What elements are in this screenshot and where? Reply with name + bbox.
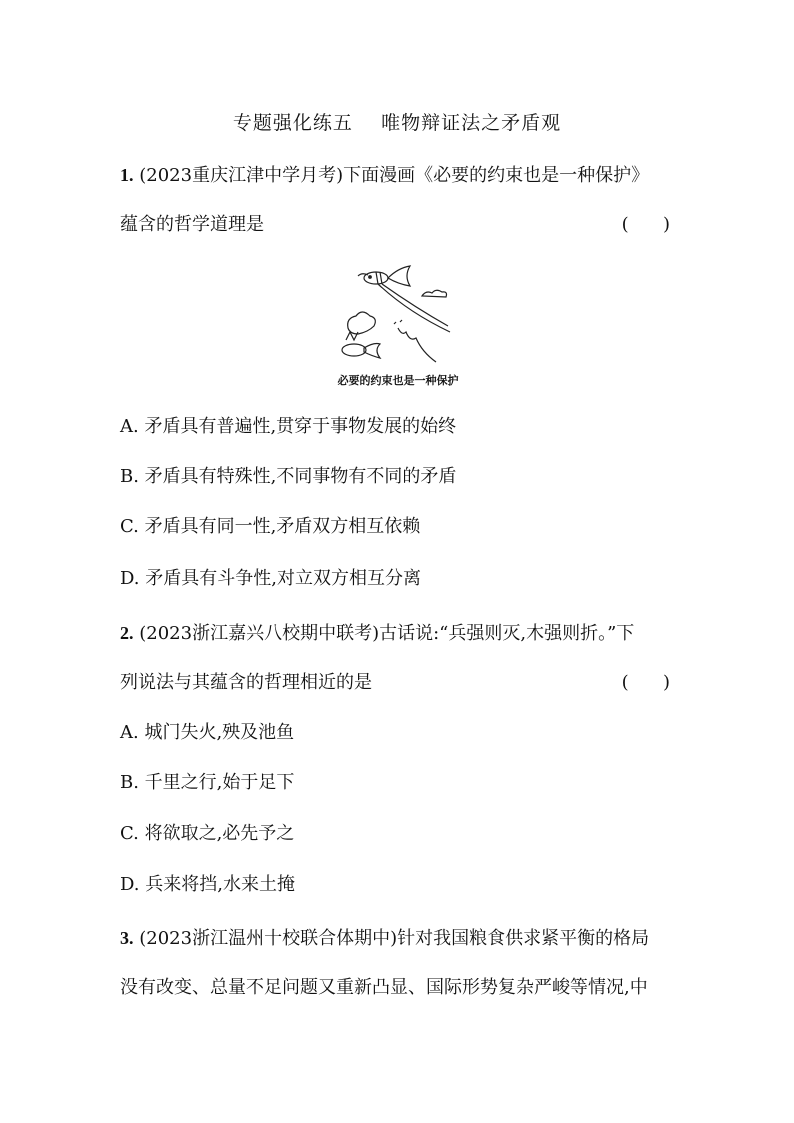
question-1-number: 1.: [120, 165, 134, 185]
question-2-option-c: C. 将欲取之,必先予之: [120, 823, 295, 844]
cartoon-caption: 必要的约束也是一种保护: [337, 374, 459, 387]
question-2-stem-cont: 列说法与其蕴含的哲理相近的是: [120, 672, 372, 693]
question-2-option-b: B. 千里之行,始于足下: [120, 772, 295, 793]
question-1-option-b: B. 矛盾具有特殊性,不同事物有不同的矛盾: [120, 466, 457, 487]
cartoon-illustration: [318, 262, 478, 372]
question-1-stem: (2023重庆江津中学月考)下面漫画《必要的约束也是一种保护》: [139, 165, 650, 186]
question-3-line-1: [120, 925, 680, 952]
question-3-stem-cont: 没有改变、总量不足问题又重新凸显、国际形势复杂严峻等情况,中: [120, 977, 648, 998]
question-3-number: 3.: [120, 928, 134, 948]
question-2-line-1: [120, 620, 680, 647]
question-2-option-d: D. 兵来将挡,水来土掩: [120, 874, 295, 895]
question-1-line-2: [120, 212, 680, 238]
question-3-stem: (2023浙江温州十校联合体期中)针对我国粮食供求紧平衡的格局: [139, 928, 650, 949]
cartoon-figure: [318, 262, 478, 394]
question-1-option-d: D. 矛盾具有斗争性,对立双方相互分离: [120, 568, 421, 589]
page-title: 专题强化练五 唯物辩证法之矛盾观: [232, 112, 562, 134]
question-2-answer-paren: ( ): [621, 672, 670, 693]
question-2-number: 2.: [120, 623, 134, 643]
question-1-answer-paren: ( ): [621, 214, 670, 235]
question-1-line-1: [120, 162, 680, 189]
question-2-stem: (2023浙江嘉兴八校期中联考)古话说:“兵强则灭,木强则折。”下: [139, 623, 635, 644]
question-2-line-2: [120, 670, 680, 696]
question-1-option-c: C. 矛盾具有同一性,矛盾双方相互依赖: [120, 516, 421, 537]
question-1-stem-cont: 蕴含的哲学道理是: [120, 214, 264, 235]
question-3-line-2: [120, 975, 680, 1001]
question-2-option-a: A. 城门失火,殃及池鱼: [120, 722, 295, 743]
question-1-option-a: A. 矛盾具有普遍性,贯穿于事物发展的始终: [120, 416, 457, 437]
